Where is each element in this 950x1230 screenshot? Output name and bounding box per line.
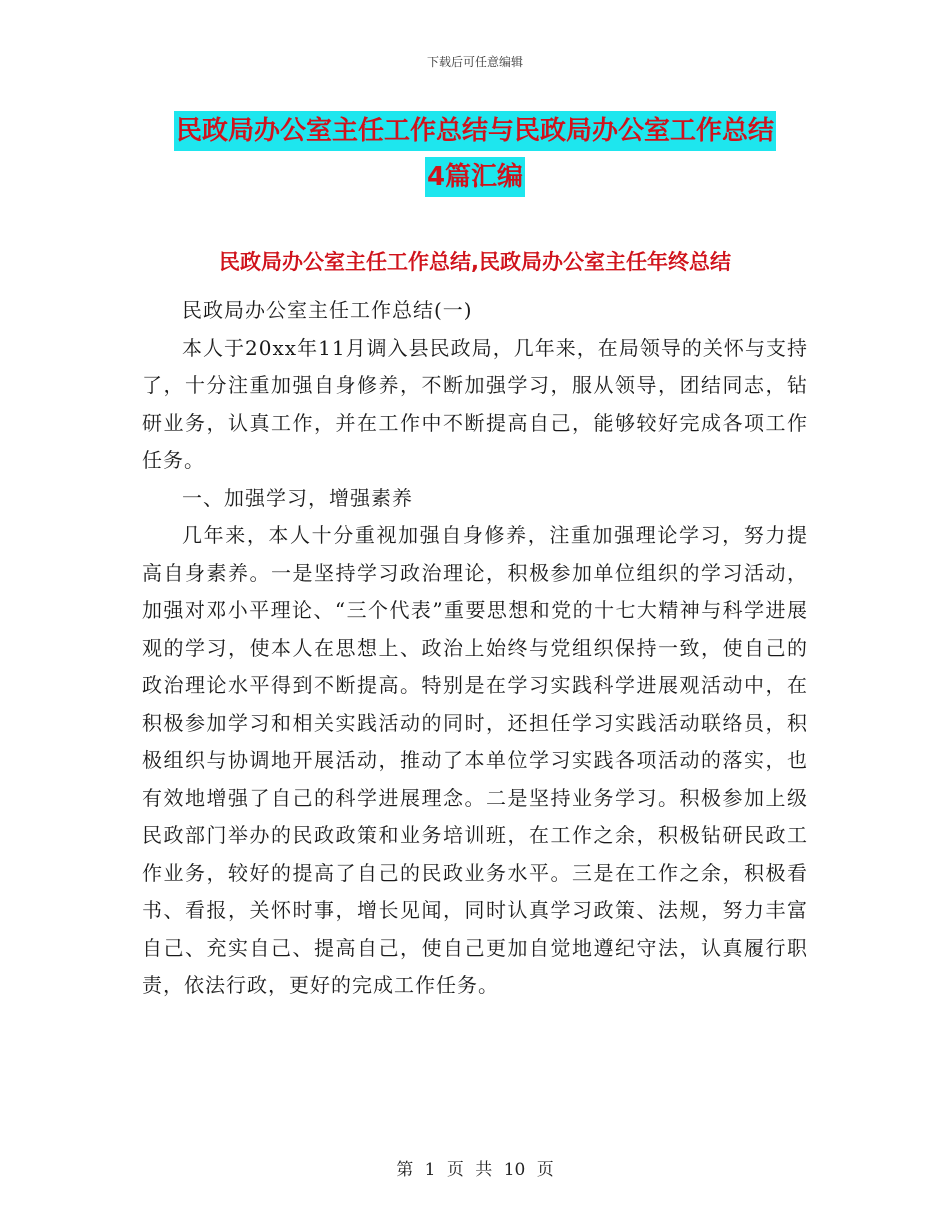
- body-text: [142, 292, 808, 1005]
- document-title-line-2: 4篇汇编: [425, 157, 525, 197]
- paragraph: 几年来，本人十分重视加强自身修养，注重加强理论学习，努力提高自身素养。一是坚持学习政治理论，积极参加单位组织的学习活动，加强对邓小平理论、“三个代表”重要思想和党的十七大精神与科学进展观的学习，使本人在思想上、政治上始终与党组织保持一致，使自己的政治理论水平得到不断提高。特别是在学习实践科学进展观活动中，在积极参加学习和相关实践活动的同时，还担任学习实践活动联络员，积极组织与协调地开展活动，推动了本单位学习实践各项活动的落实，也有效地增强了自己的科学进展理念。二是坚持业务学习。积极参加上级民政部门举办的民政政策和业务培训班，在工作之余，积极钻研民政工作业务，较好的提高了自己的民政业务水平。三是在工作之余，积极看书、看报，关怀时事，增长见闻，同时认真学习政策、法规，努力丰富自己、充实自己、提高自己，使自己更加自觉地遵纪守法，认真履行职责，依法行政，更好的完成工作任务。: [142, 523, 808, 997]
- paragraph-heading: 一、加强学习，增强素养: [182, 485, 413, 510]
- paragraph: 本人于20xx年11月调入县民政局，几年来，在局领导的关怀与支持了，十分注重加强自身修养，不断加强学习，服从领导，团结同志，钻研业务，认真工作，并在工作中不断提高自己，能够较好完成各项工作任务。: [142, 335, 808, 472]
- page-number: 第 1 页 共 10 页: [396, 1160, 554, 1180]
- section-heading: 民政局办公室主任工作总结,民政局办公室主任年终总结: [219, 250, 731, 274]
- document-title: [0, 108, 950, 200]
- paragraph-heading: 民政局办公室主任工作总结(一): [182, 298, 473, 322]
- header-note: 下载后可任意编辑: [426, 55, 523, 69]
- document-title-line-1: 民政局办公室主任工作总结与民政局办公室工作总结: [174, 111, 776, 151]
